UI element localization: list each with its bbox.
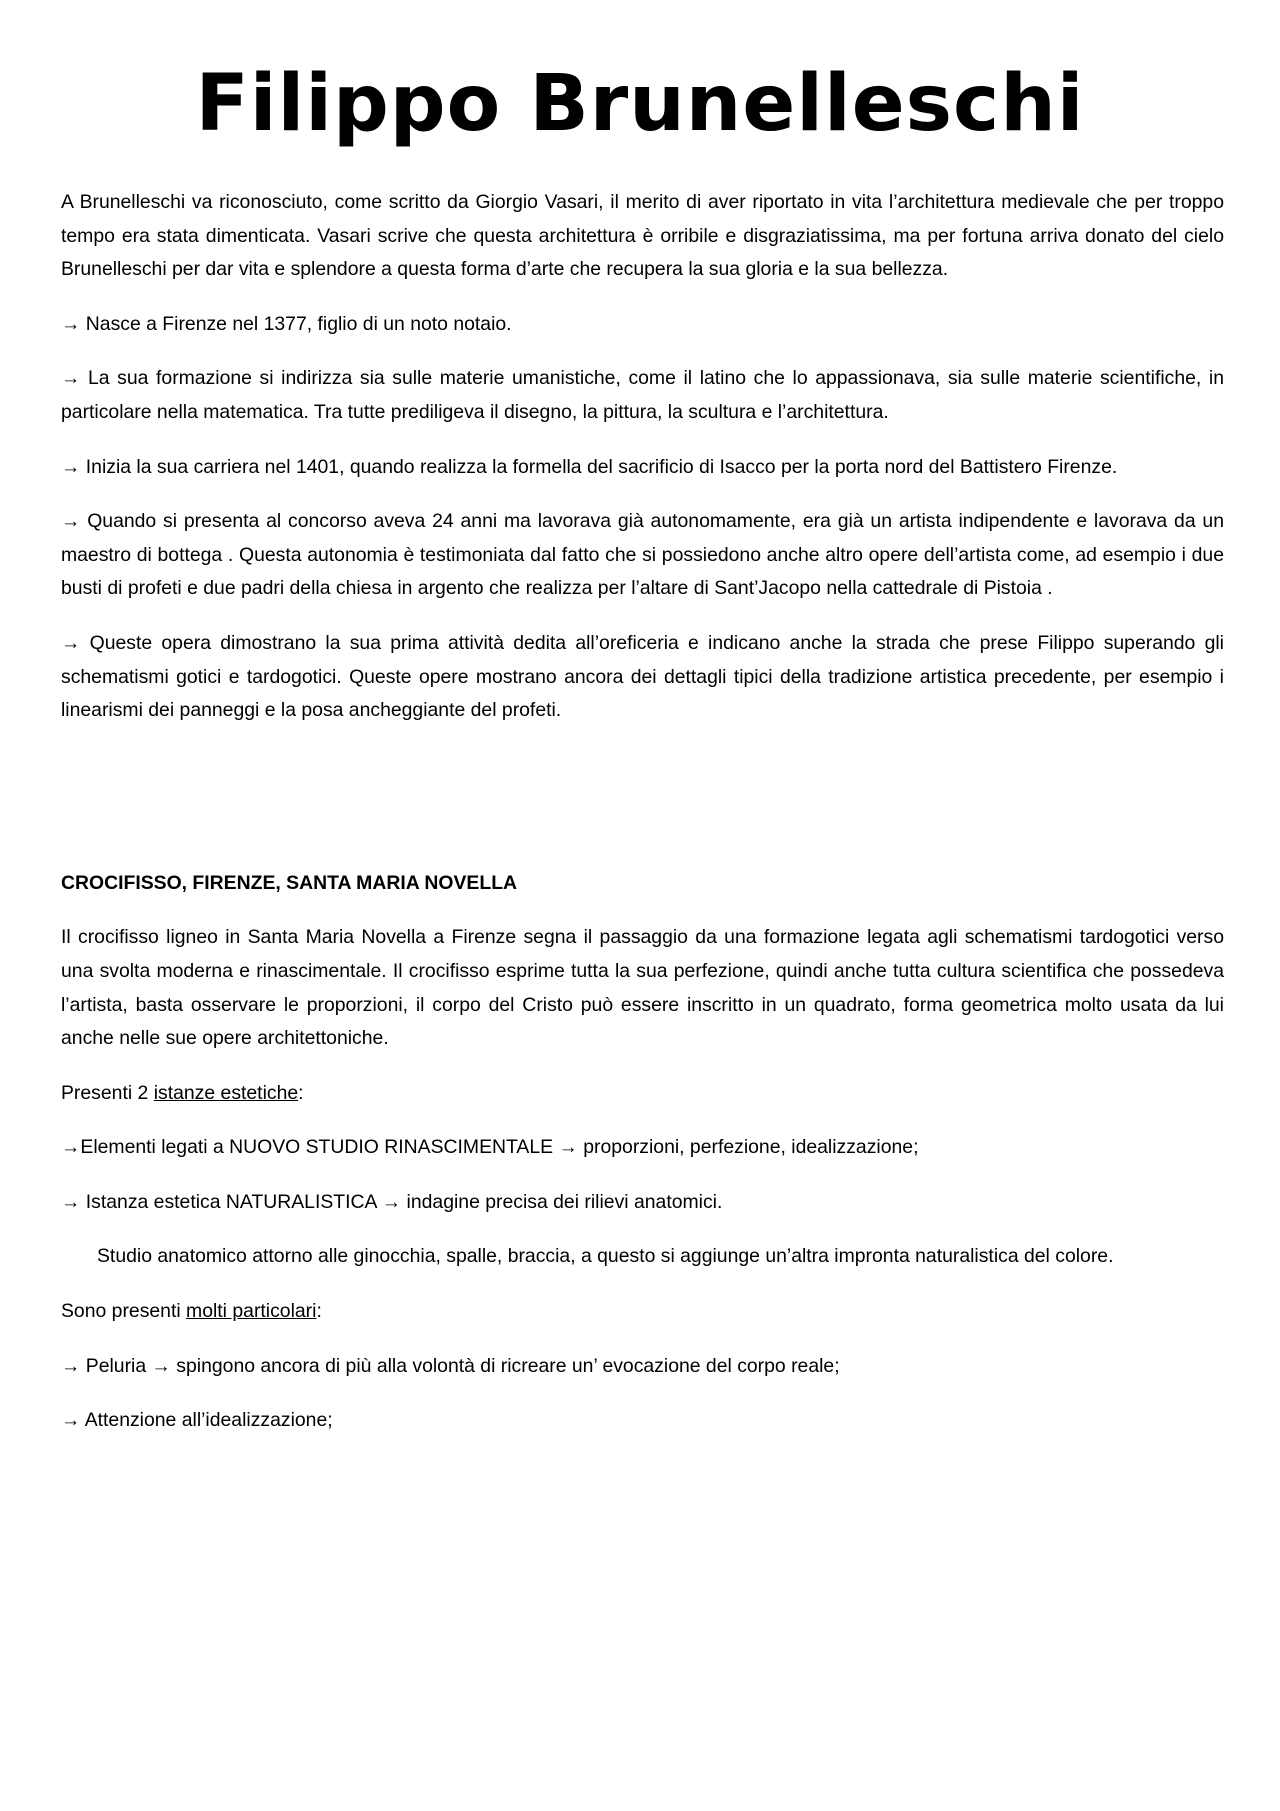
bio-point: → Inizia la sua carriera nel 1401, quando realizza la formella del sacrificio di Isacco per la porta nord del Battistero Firenze.: [61, 455, 1118, 478]
particolari-prefix: Sono presenti: [61, 1300, 187, 1323]
particolari-line: [61, 1295, 1224, 1329]
section-spacer: [61, 749, 1224, 867]
bio-point: → Quando si presenta al concorso aveva 24 anni ma lavorava già autonomamente, era già un artista indipendente e lavorava da un maestro di bottega . Questa autonomia è testimoniata dal fatto che si possiedono anche altro opere dell’artista come, ad esempio i due busti di profeti e due padri della chiesa in argento che realizza per l’altare di Sant’Jacopo nella cattedrale di Pistoia .: [61, 510, 1224, 600]
section-paragraph: Il crocifisso ligneo in Santa Maria Novella a Firenze segna il passaggio da una formazione legata agli schematismi tardogotici verso una svolta moderna e rinascimentale. Il crocifisso esprime tutta la sua perfezione, quindi anche tutta cultura scientifica che possedeva l’artista, basta osservare le proporzioni, il corpo del Cristo può essere inscritto in un quadrato, forma geometrica molto usata da lui anche nelle sue opere architettoniche.: [61, 926, 1224, 1050]
istanze-underlined: istanze estetiche: [153, 1081, 299, 1104]
istanza-item: → Istanza estetica NATURALISTICA → indagine precisa dei rilievi anatomici.: [61, 1190, 723, 1213]
page-title: Filippo Brunelleschi: [195, 59, 1085, 149]
bio-point: → Nasce a Firenze nel 1377, figlio di un noto notaio.: [61, 312, 512, 335]
particolari-suffix: :: [316, 1300, 322, 1323]
bio-point: → Queste opera dimostrano la sua prima attività dedita all’oreficeria e indicano anche la strada che prese Filippo superando gli schematismi gotici e tardogotici. Queste opere mostrano ancora dei dettagli tipici della tradizione artistica precedente, per esempio i linearismi dei panneggi e la posa ancheggiante del profeti.: [61, 631, 1224, 722]
studio-paragraph: Studio anatomico attorno alle ginocchia, spalle, braccia, a questo si aggiunge un’altra impronta naturalistica del colore.: [97, 1245, 1114, 1268]
bio-point: → La sua formazione si indirizza sia sulle materie umanistiche, come il latino che lo appassionava, sia sulle materie scientifiche, in particolare nella matematica. Tra tutte prediligeva il disegno, la pittura, la scultura e l’architettura.: [61, 367, 1224, 423]
istanze-line: [61, 1077, 1224, 1111]
particolare-item: → Peluria → spingono ancora di più alla volontà di ricreare un’ evocazione del corpo reale;: [61, 1354, 840, 1377]
istanza-item: →Elementi legati a NUOVO STUDIO RINASCIMENTALE → proporzioni, perfezione, idealizzazione;: [61, 1136, 919, 1159]
particolari-underlined: molti particolari: [186, 1300, 317, 1323]
section-heading: CROCIFISSO, FIRENZE, SANTA MARIA NOVELLA: [61, 871, 518, 894]
intro-paragraph: A Brunelleschi va riconosciuto, come scritto da Giorgio Vasari, il merito di aver riportato in vita l’architettura medievale che per troppo tempo era stata dimenticata. Vasari scrive che questa architettura è orribile e disgraziatissima, ma per fortuna arriva donato del cielo Brunelleschi per dar vita e splendore a questa forma d’arte che recupera la sua gloria e la sua bellezza.: [61, 191, 1224, 281]
particolare-item: → Attenzione all’idealizzazione;: [61, 1409, 333, 1432]
document-body: [61, 186, 1224, 1459]
istanze-suffix: :: [298, 1081, 304, 1104]
istanze-prefix: Presenti 2: [61, 1081, 154, 1104]
